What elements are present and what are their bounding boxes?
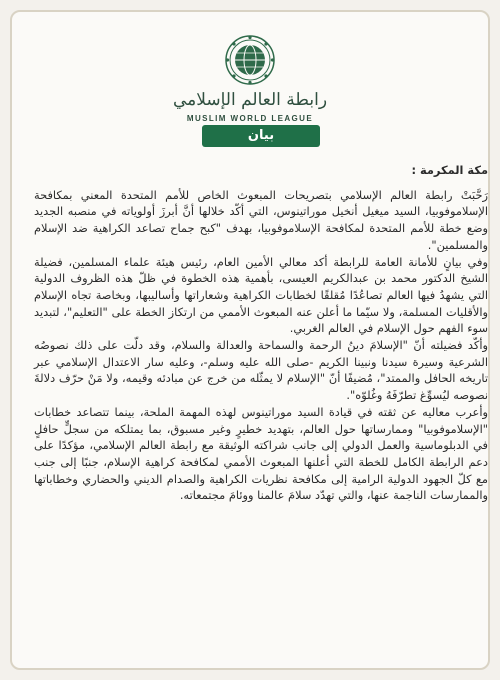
dateline: مكة المكرمة : [411, 163, 488, 177]
org-name-english: MUSLIM WORLD LEAGUE [186, 114, 314, 123]
paragraph-1: رَحَّبَتْ رابطة العالم الإسلامي بتصريحات المبعوث الخاص للأمم المتحدة المعني بمكافحة الإسلاموفوبيا، السيد ميغيل أنخيل موراتينوس، التي أكّد خلالها أنَّ أبرزَ أولوياته في منصبه الجديد وضع خطة للأمم المتحدة لمكافحة الإسلاموفوبيا، بهدف "كبح جماح تصاعد الكراهية ضد الإسلام والمسلمين". [34, 187, 488, 252]
mwl-emblem-icon [224, 34, 276, 86]
statement-card [10, 10, 490, 670]
paragraph-4: وأعرب معاليه عن ثقته في قيادة السيد موراتينوس لهذه المهمة الملحة، بينما تتصاعد خطابات "الإسلاموفوبيا" وممارساتها حول العالم، بتهديد خطيرٍ وغير مسبوق، بما يمتلكه من سجلٍّ حافلٍ في الدبلوماسية والعمل الدولي إلى جانب شراكته الوثيقة مع رابطة العالم الإسلامي، مؤكدًا على دعم الرابطة الكامل للخطة التي أعلنها المبعوث الأممي لمكافحة كراهية الإسلام، جنبًا إلى جنب مع كلّ الجهود الدولية الرامية إلى مكافحة نظريات الكراهية والصدام الديني والحضاري وخطاباتها والممارسات الناجمة عنها، والتي تهدّد سلامَ عالمنا ووئامَ مجتمعاته. [34, 404, 488, 503]
org-name-arabic: رابطة العالم الإسلامي [172, 90, 328, 110]
logo-area [12, 34, 488, 90]
statement-body [34, 162, 488, 504]
paragraph-2: وفي بيانٍ للأمانة العامة للرابطة أكد معالي الأمين العام، رئيس هيئة علماء المسلمين، فضيلة الشيخ الدكتور محمد بن عبدالكريم العيسى، بأهمية هذه الخطوة في ظلّ هذه الظروف الدولية التي يشهدُ فيها العالم تصاعُدًا مُقلقًا لخطابات الكراهية وشعاراتها وأساليبها، وبخاصة تجاه الإسلام والأقليات المسلمة، ولا سيّما ما أعلن عنه المبعوث الأممي من ارتكاز الخطة على "التعليم"، لتبديد سوء الفهم حول الإسلام في العالم الغربي. [34, 254, 488, 336]
paragraph-3: وأكّد فضيلته أنّ "الإسلامَ دينُ الرحمة والسماحة والعدالة والسلام، وقد دلّت على ذلك نصوصُه الشرعية وسيرة سيدنا ونبينا الكريم -صلى الله عليه وسلم-، وعليه سار الاعتدال الإسلامي عبر تاريخه الحافل والممتد"، مُضيفًا أنّ "الإسلام لا يمثّله من خرج عن مبادئه وقيمه، ولا مَنْ حرّف دلالةَ نصوصه ليُسوِّغ تطرّفَهُ وغُلوّه". [34, 338, 488, 403]
statement-badge: بيان [202, 125, 320, 147]
